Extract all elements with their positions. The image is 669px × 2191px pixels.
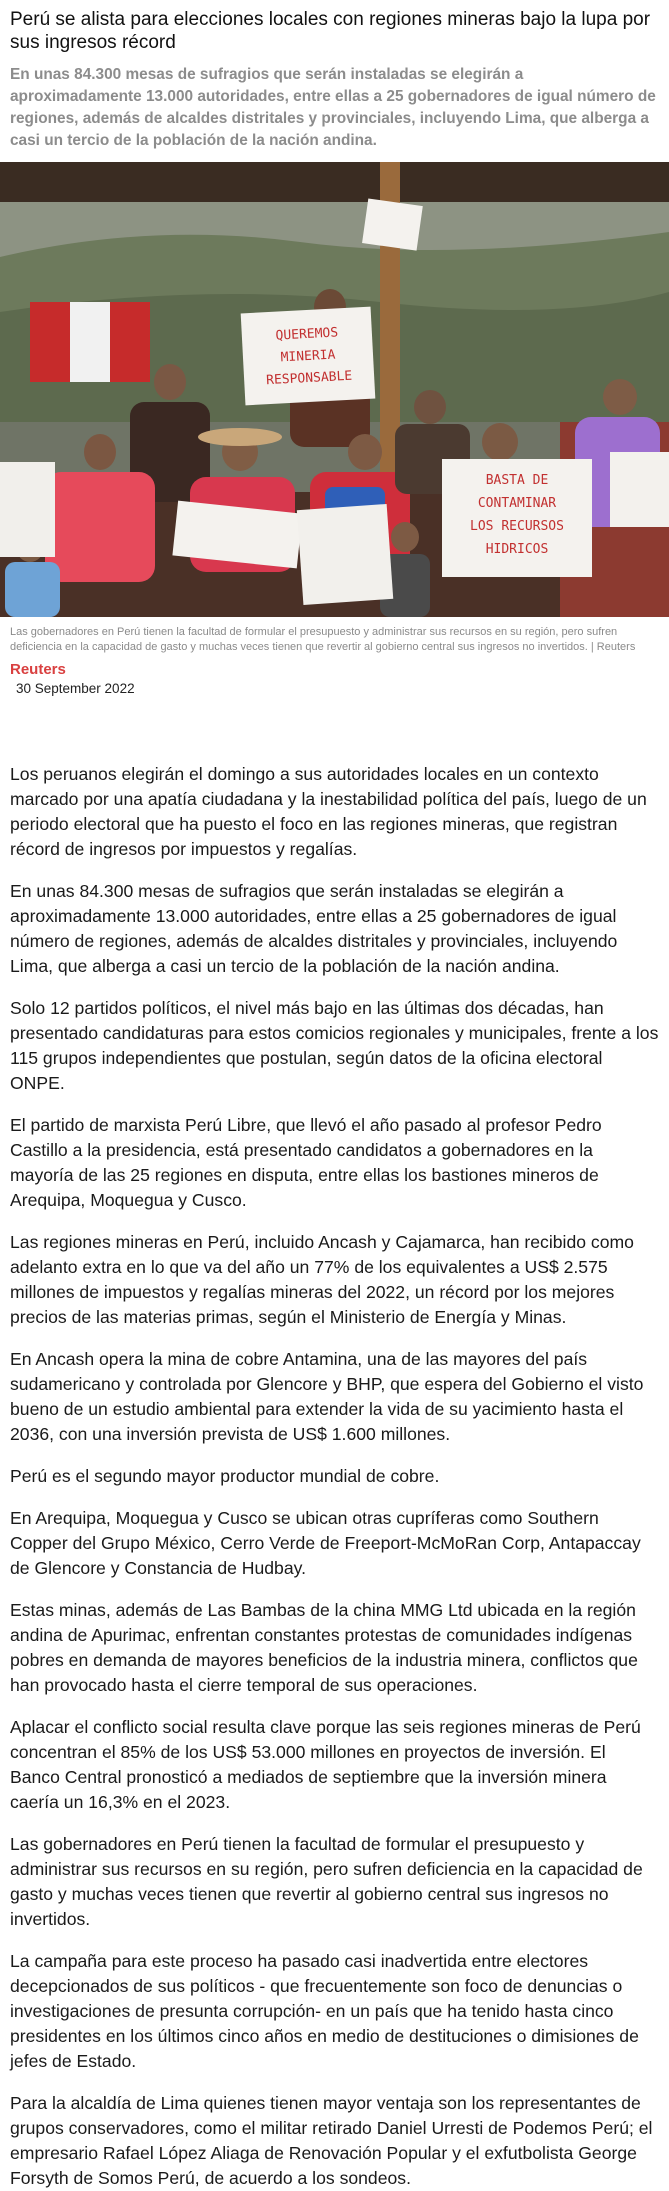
protest-photo xyxy=(0,162,669,617)
paragraph: Perú es el segundo mayor productor mundial de cobre. xyxy=(10,1466,440,1486)
hero-image xyxy=(0,162,669,617)
protest-sign-2 xyxy=(442,459,592,577)
sign-2-line-1: BASTA DE xyxy=(485,473,549,488)
paragraph: Solo 12 partidos políticos, el nivel más bajo en las últimas dos décadas, han presentado candidaturas para estos comicios regionales y municipales, frente a los 115 grupos independientes que postulan, según datos de la oficina electoral ONPE. xyxy=(10,998,659,1093)
paragraph: En Ancash opera la mina de cobre Antamina, una de las mayores del país sudamericano y controlada por Glencore y BHP, que espera del Gobierno el visto bueno de un estudio ambiental para extender la vida de su yacimiento hasta el 2036, con una inversión prevista de US$ 1.600 millones. xyxy=(10,1349,644,1444)
sign-1-line-2: MINERIA xyxy=(280,347,336,366)
paragraph: La campaña para este proceso ha pasado casi inadvertida entre electores decepcionados de sus políticos - que frecuentemente son foco de denuncias o investigaciones de presunta corrupción- en un país que ha tenido hasta cinco presidentes en los últimos cinco años en medio de destituciones o dimisiones de jefes de Estado. xyxy=(10,1951,639,2071)
protest-sign-1 xyxy=(241,307,376,406)
sign-1-line-1: QUEREMOS xyxy=(275,325,339,344)
sign-1-line-3: RESPONSABLE xyxy=(265,368,353,389)
paragraph: En Arequipa, Moquegua y Cusco se ubican otras cupríferas como Southern Copper del Grupo México, Cerro Verde de Freeport-McMoRan Corp, Antapaccay de Glencore y Constancia de Hudbay. xyxy=(10,1508,641,1578)
image-caption: Las gobernadores en Perú tienen la facultad de formular el presupuesto y administrar sus recursos en su región, pero sufren deficiencia en la capacidad de gasto y muchas veces tienen que revertir al gobierno central sus ingresos no invertidos. | Reuters xyxy=(10,626,636,653)
paragraph: Para la alcaldía de Lima quienes tienen mayor ventaja son los representantes de grupos conservadores, como el militar retirado Daniel Urresti de Podemos Perú; el empresario Rafael López Aliaga de Renovación Popular y el exfutbolista George Forsyth de Somos Perú, de acuerdo a los sondeos. xyxy=(10,2093,653,2188)
paragraph: En unas 84.300 mesas de sufragios que serán instaladas se elegirán a aproximadamente 13.000 autoridades, entre ellas a 25 gobernadores de igual número de regiones, además de alcaldes distritales y provinciales, incluyendo Lima, que alberga a casi un tercio de la población de la nación andina. xyxy=(10,881,618,976)
paragraph: Los peruanos elegirán el domingo a sus autoridades locales en un contexto marcado por una apatía ciudadana y la inestabilidad política del país, luego de un periodo electoral que ha puesto el foco en las regiones mineras, que registran récord de ingresos por impuestos y regalías. xyxy=(10,764,647,859)
author-link[interactable]: Reuters xyxy=(10,661,66,678)
sign-2-line-4: HIDRICOS xyxy=(485,542,549,557)
sign-2-line-3: LOS RECURSOS xyxy=(470,519,564,534)
publish-date: 30 September 2022 xyxy=(16,681,135,696)
article-body xyxy=(0,762,669,2191)
sign-2-line-2: CONTAMINAR xyxy=(477,496,557,511)
paragraph: El partido de marxista Perú Libre, que llevó el año pasado al profesor Pedro Castillo a la presidencia, está presentado candidatos a gobernadores en la mayoría de las 25 regiones en disputa, entre ellas los bastiones mineros de Arequipa, Moquegua y Cusco. xyxy=(10,1115,602,1210)
paragraph: Estas minas, además de Las Bambas de la china MMG Ltd ubicada en la región andina de Apurimac, enfrentan constantes protestas de comunidades indígenas pobres en demanda de mayores beneficios de la industria minera, conflictos que han provocado hasta el cierre temporal de sus operaciones. xyxy=(10,1600,638,1695)
byline xyxy=(10,661,659,696)
paragraph: Aplacar el conflicto social resulta clave porque las seis regiones mineras de Perú concentran el 85% de los US$ 53.000 millones en proyectos de inversión. El Banco Central pronosticó a mediados de septiembre que la inversión minera caería un 16,3% en el 2023. xyxy=(10,1717,641,1812)
paragraph: Las regiones mineras en Perú, incluido Ancash y Cajamarca, han recibido como adelanto extra en lo que va del año un 77% de los equivalentes a US$ 2.575 millones de impuestos y regalías mineras del 2022, un récord por los mejores precios de las materias primas, según el Ministerio de Energía y Minas. xyxy=(10,1232,634,1327)
subhead: En unas 84.300 mesas de sufragios que serán instaladas se elegirán a aproximadamente 13.000 autoridades, entre ellas a 25 gobernadores de igual número de regiones, además de alcaldes distritales y provinciales, incluyendo Lima, que alberga a casi un tercio de la población de la nación andina. xyxy=(10,66,656,149)
article-header xyxy=(0,8,669,152)
headline: Perú se alista para elecciones locales con regiones mineras bajo la lupa por sus ingresos récord xyxy=(10,9,651,53)
paragraph: Las gobernadores en Perú tienen la facultad de formular el presupuesto y administrar sus recursos en su región, pero sufren deficiencia en la capacidad de gasto y muchas veces tienen que revertir al gobierno central sus ingresos no invertidos. xyxy=(10,1834,643,1929)
